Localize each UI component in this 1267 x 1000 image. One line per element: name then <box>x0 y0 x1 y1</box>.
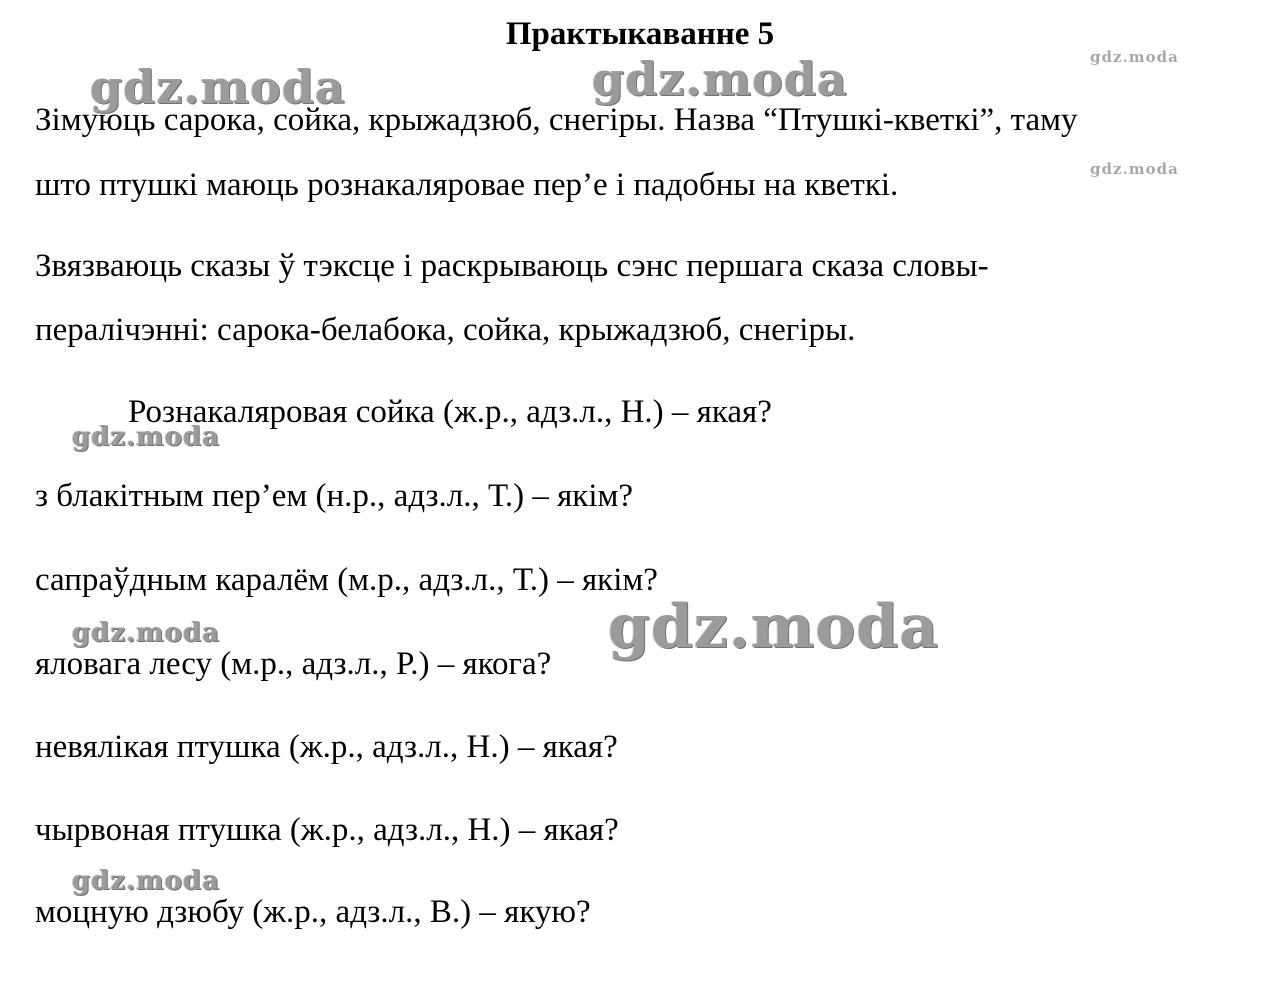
text-line-6: з блакітным пер’ем (н.р., адз.л., Т.) – якім? <box>35 478 634 514</box>
text-line-2: што птушкі маюць рознакаляровае пер’е і падобны на кветкі. <box>35 167 899 203</box>
text-line-3: Звязваюць сказы ў тэксце і раскрываюць сэнс першага сказа словы- <box>35 248 989 284</box>
watermark: gdz.moda <box>592 52 848 106</box>
watermark: gdz.moda <box>90 60 346 114</box>
watermark: gdz.moda <box>72 618 221 648</box>
text-line-8: яловага лесу (м.р., адз.л., Р.) – якога? <box>35 646 552 682</box>
text-line-9: невялікая птушка (ж.р., адз.л., Н.) – якая? <box>35 729 618 765</box>
page-title: Практыкаванне 5 <box>505 16 775 52</box>
watermark: gdz.moda <box>1090 48 1179 66</box>
text-line-11: моцную дзюбу (ж.р., адз.л., В.) – якую? <box>35 894 591 930</box>
watermark: gdz.moda <box>608 592 940 662</box>
watermark: gdz.moda <box>1090 160 1179 178</box>
text-line-10: чырвоная птушка (ж.р., адз.л., Н.) – якая? <box>35 812 619 848</box>
text-line-1: Зімуюць сарока, сойка, крыжадзюб, снегіры. Назва “Птушкі-кветкі”, таму <box>35 102 1078 138</box>
watermark: gdz.moda <box>72 866 221 896</box>
watermark: gdz.moda <box>72 422 221 452</box>
text-line-5: Рознакаляровая сойка (ж.р., адз.л., Н.) – якая? <box>128 394 772 430</box>
text-line-7: сапраўдным каралём (м.р., адз.л., Т.) – якім? <box>35 562 658 598</box>
text-line-4: пералічэнні: сарока-белабока, сойка, крыжадзюб, снегіры. <box>35 312 856 348</box>
